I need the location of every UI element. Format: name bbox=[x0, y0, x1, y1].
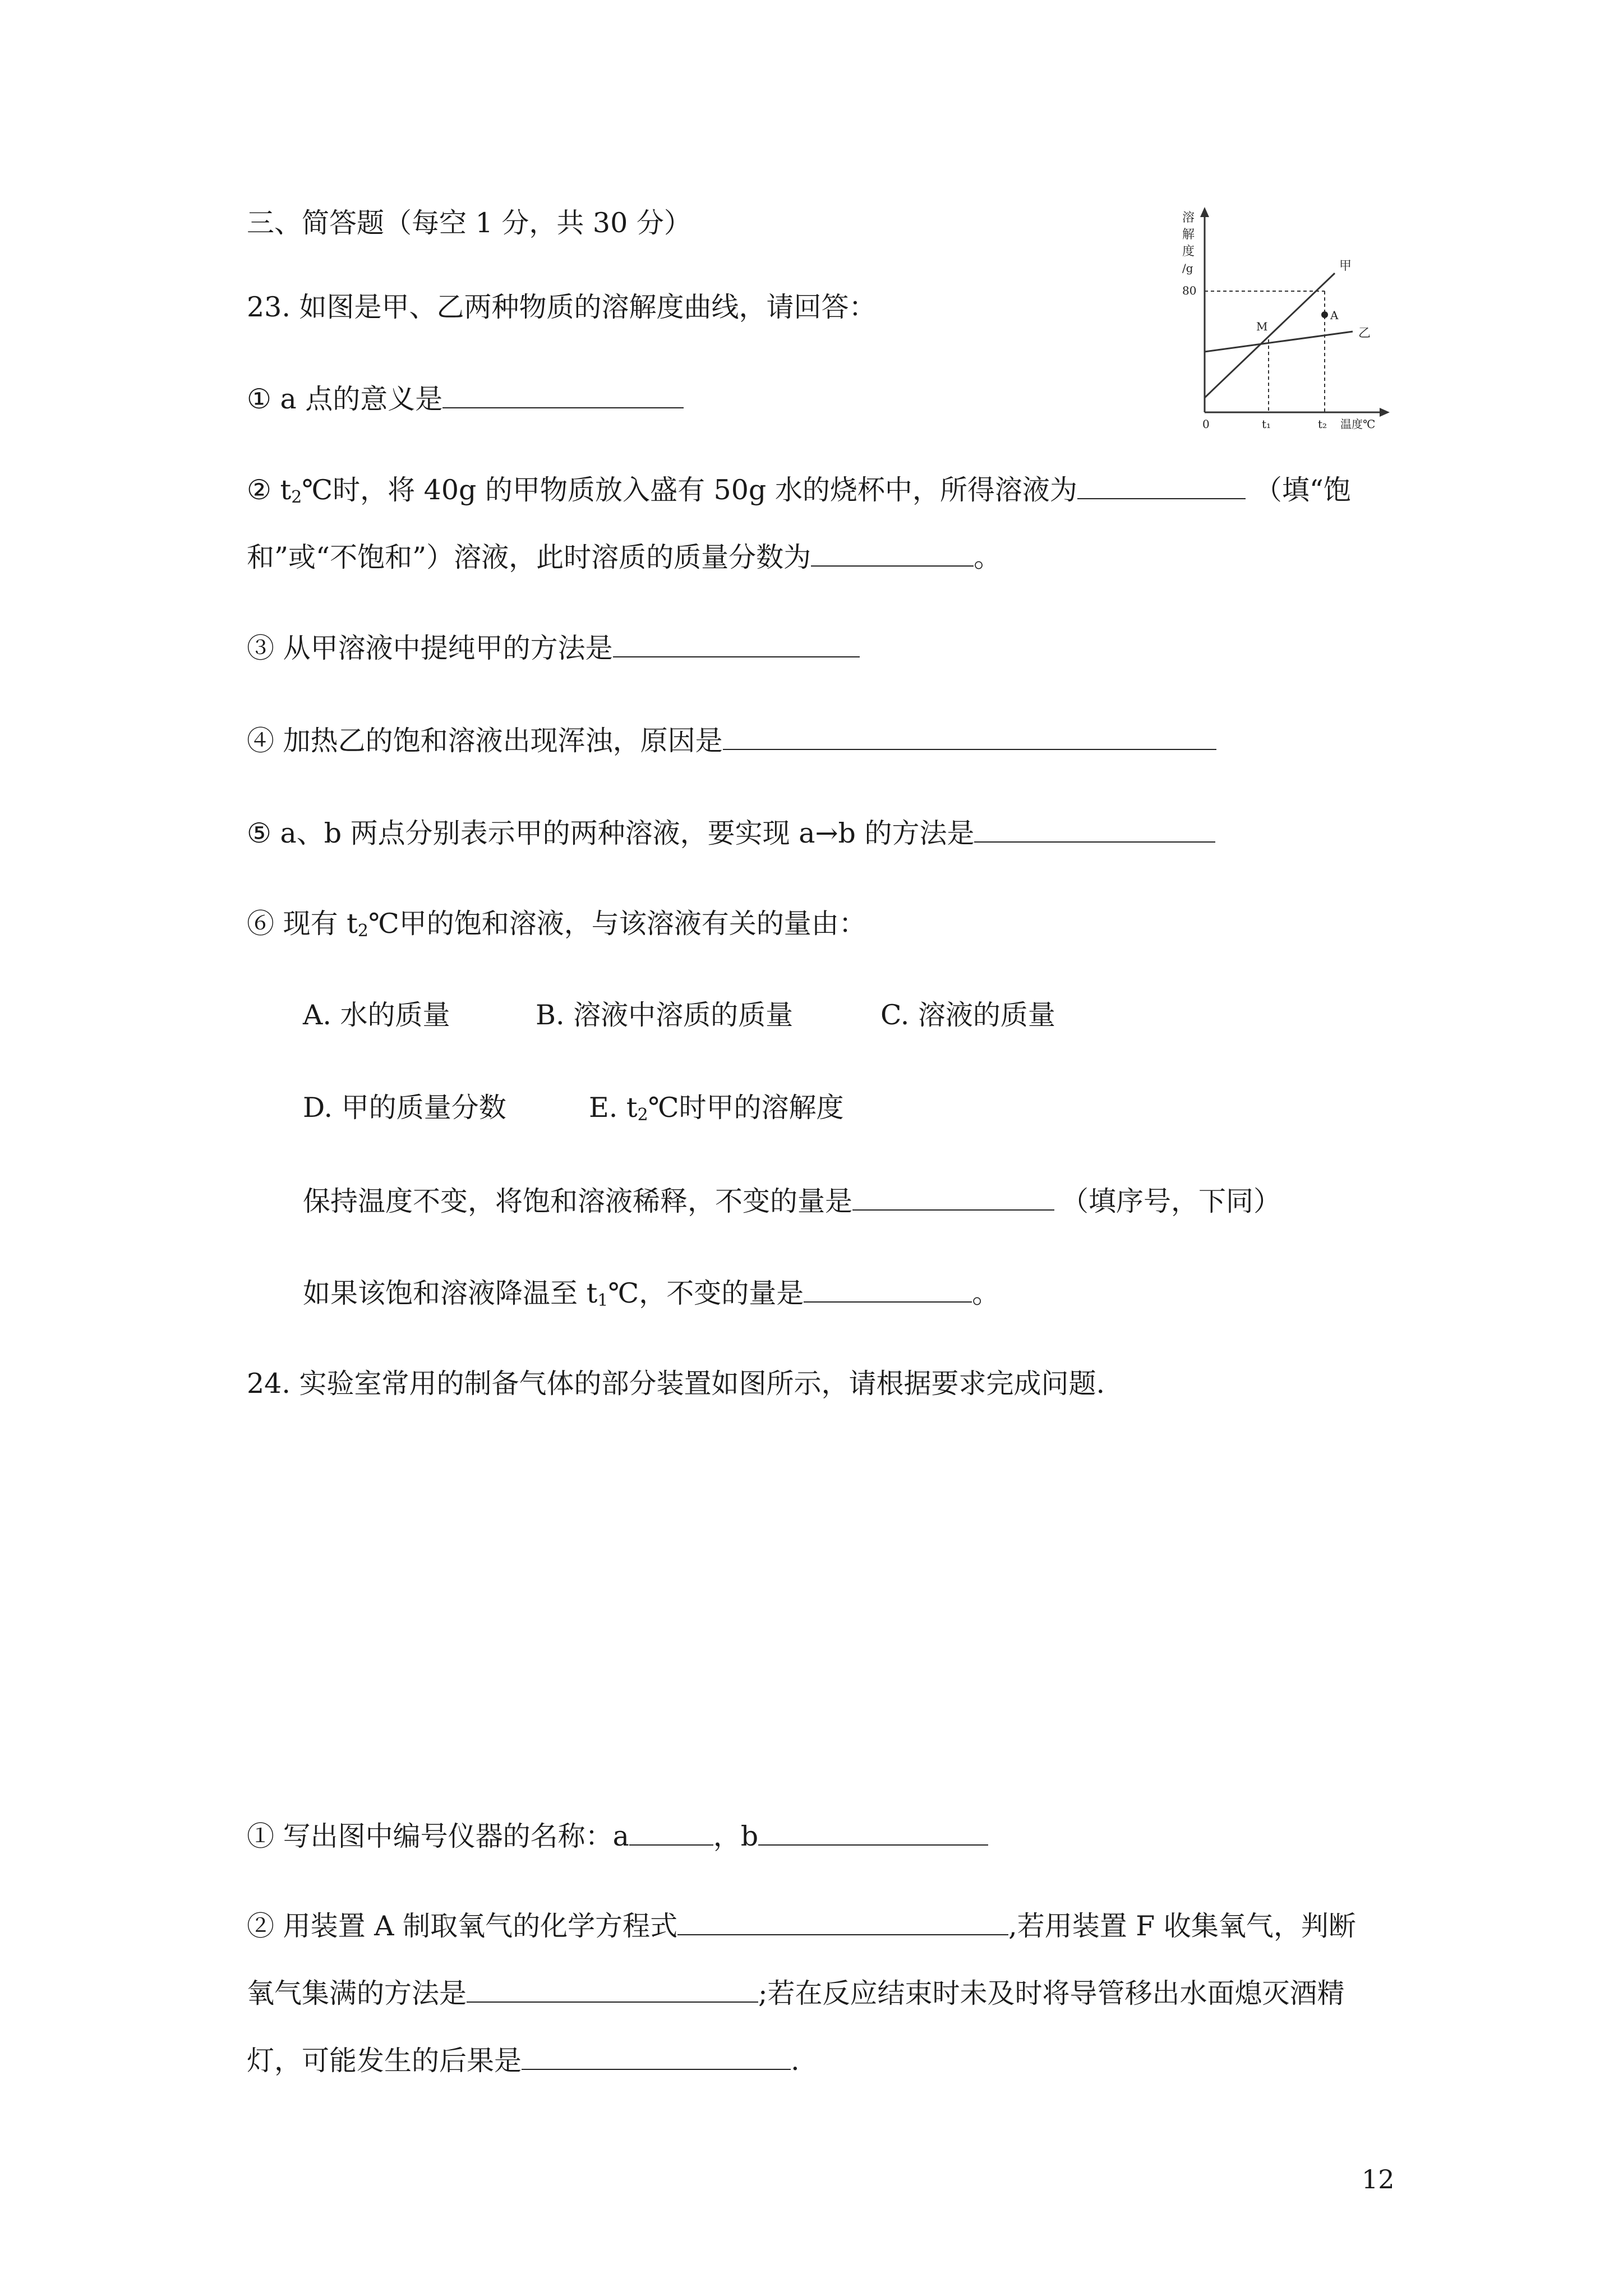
q23-part2-text-c: （填“饱 bbox=[1254, 474, 1351, 506]
q23-part4-text: ④ 加热乙的饱和溶液出现浑浊，原因是 bbox=[247, 725, 723, 757]
x-tick-t1: t₁ bbox=[1262, 417, 1271, 429]
q23-part7 bbox=[303, 1182, 1281, 1218]
q23-part7-text: 保持温度不变，将饱和溶液稀释，不变的量是 bbox=[303, 1185, 853, 1217]
q23-part6-text-a: ⑥ 现有 t bbox=[247, 908, 358, 940]
ylabel-char-4: /g bbox=[1182, 261, 1193, 275]
q23-part2-sub: 2 bbox=[291, 487, 302, 507]
q23-part8-blank[interactable] bbox=[804, 1274, 972, 1303]
q23-option-e-text-a: E. t bbox=[589, 1092, 638, 1124]
q23-part3-blank[interactable] bbox=[613, 629, 860, 657]
y-tick-80: 80 bbox=[1182, 284, 1197, 297]
q23-part3 bbox=[247, 629, 860, 665]
q23-part1-blank[interactable] bbox=[442, 380, 684, 408]
series-jia-line bbox=[1205, 273, 1335, 398]
series-jia-label: 甲 bbox=[1339, 259, 1352, 273]
q23-option-e-sub: 2 bbox=[637, 1105, 648, 1125]
q23-option-a: A. 水的质量 bbox=[303, 999, 450, 1031]
q24-part3-text-a: 氧气集满的方法是 bbox=[247, 1977, 467, 2009]
q23-part2-text-a: ② t bbox=[247, 474, 292, 506]
q23-option-e bbox=[589, 1091, 844, 1132]
q24-part2-text-a: ② 用装置 A 制取氧气的化学方程式 bbox=[247, 1910, 678, 1942]
page-number: 12 bbox=[1362, 2164, 1395, 2194]
q23-option-c: C. 溶液的质量 bbox=[880, 999, 1055, 1031]
ylabel-char-2: 解 bbox=[1182, 228, 1195, 242]
q24-part2-text-b: ,若用装置 F 收集氧气，判断 bbox=[1008, 1910, 1356, 1942]
q23-option-d: D. 甲的质量分数 bbox=[303, 1092, 506, 1124]
q24-part1-blank-b[interactable] bbox=[758, 1818, 988, 1846]
q24-part2 bbox=[247, 1907, 1356, 1943]
q23-part6-sub: 2 bbox=[357, 921, 368, 941]
point-m-label: M bbox=[1256, 320, 1268, 333]
q23-part2-text-d: 和”或“不饱和”）溶液，此时溶质的质量分数为 bbox=[247, 541, 811, 573]
q24-part4-text-b: . bbox=[791, 2045, 800, 2077]
q24-part1-text-b: ，b bbox=[713, 1820, 759, 1852]
q23-part5-blank[interactable] bbox=[974, 815, 1215, 843]
q23-stem: 23. 如图是甲、乙两种物质的溶解度曲线，请回答： bbox=[247, 291, 877, 323]
q24-part2-blank[interactable] bbox=[677, 1907, 1008, 1935]
q23-part7-text-b: （填序号，下同） bbox=[1061, 1185, 1281, 1217]
q24-part1-blank-a[interactable] bbox=[629, 1818, 713, 1846]
q24-part1 bbox=[247, 1818, 988, 1853]
q24-part3-text-b: ;若在反应结束时未及时将导管移出水面熄灭酒精 bbox=[758, 1977, 1345, 2009]
q23-part6-text-b: ℃甲的饱和溶液，与该溶液有关的量由： bbox=[368, 908, 866, 940]
q23-part8-text-b: ℃，不变的量是 bbox=[608, 1277, 804, 1309]
point-a-label: A bbox=[1330, 309, 1339, 322]
q24-part1-text-a: ① 写出图中编号仪器的名称：a bbox=[247, 1820, 629, 1852]
q23-part5 bbox=[247, 815, 1215, 850]
x-tick-0: 0 bbox=[1202, 417, 1210, 429]
q23-part3-text: ③ 从甲溶液中提纯甲的方法是 bbox=[247, 632, 613, 664]
q24-part3 bbox=[247, 1975, 1345, 2010]
q24-part4-text-a: 灯，可能发生的后果是 bbox=[247, 2045, 522, 2077]
q23-part2-text-e: 。 bbox=[974, 541, 1002, 573]
q23-part8 bbox=[303, 1274, 999, 1318]
q23-part6 bbox=[247, 907, 866, 948]
section-title: 三、简答题（每空 1 分，共 30 分） bbox=[247, 207, 691, 239]
q23-part1-text: ① a 点的意义是 bbox=[247, 383, 443, 415]
x-axis-arrow bbox=[1380, 408, 1390, 417]
solubility-chart bbox=[1178, 205, 1402, 429]
q23-part2-blank1[interactable] bbox=[1077, 471, 1246, 499]
q23-part2-cont bbox=[247, 539, 1001, 574]
q24-part4-blank[interactable] bbox=[522, 2042, 791, 2070]
q23-option-b: B. 溶液中溶质的质量 bbox=[536, 999, 794, 1031]
ylabel-char-1: 溶 bbox=[1182, 211, 1195, 225]
q24-part4 bbox=[247, 2042, 800, 2078]
x-tick-t2: t₂ bbox=[1318, 417, 1327, 429]
q23-part8-text-c: 。 bbox=[972, 1277, 1000, 1309]
series-yi-label: 乙 bbox=[1358, 326, 1371, 341]
y-axis-arrow bbox=[1200, 207, 1209, 217]
q23-part2 bbox=[247, 471, 1351, 514]
q23-part4 bbox=[247, 722, 1216, 758]
series-yi-line bbox=[1205, 332, 1353, 352]
q23-part4-blank[interactable] bbox=[723, 722, 1216, 750]
q24-stem: 24. 实验室常用的制备气体的部分装置如图所示，请根据要求完成问题. bbox=[247, 1368, 1105, 1400]
q23-part8-sub: 1 bbox=[597, 1291, 608, 1310]
q23-part8-text-a: 如果该饱和溶液降温至 t bbox=[303, 1277, 598, 1309]
q23-option-e-text-b: ℃时甲的溶解度 bbox=[648, 1092, 844, 1124]
q23-part2-text-b: ℃时，将 40g 的甲物质放入盛有 50g 水的烧杯中，所得溶液为 bbox=[302, 474, 1077, 506]
ylabel-char-3: 度 bbox=[1182, 245, 1195, 259]
q23-part2-blank2[interactable] bbox=[811, 539, 974, 567]
q23-part1 bbox=[247, 380, 684, 416]
q24-part3-blank[interactable] bbox=[467, 1975, 758, 2003]
x-axis-label: 温度℃ bbox=[1340, 417, 1376, 429]
q23-part7-blank[interactable] bbox=[852, 1182, 1054, 1211]
q23-part5-text: ⑤ a、b 两点分别表示甲的两种溶液，要实现 a→b 的方法是 bbox=[247, 817, 975, 849]
point-a-marker bbox=[1321, 311, 1328, 318]
